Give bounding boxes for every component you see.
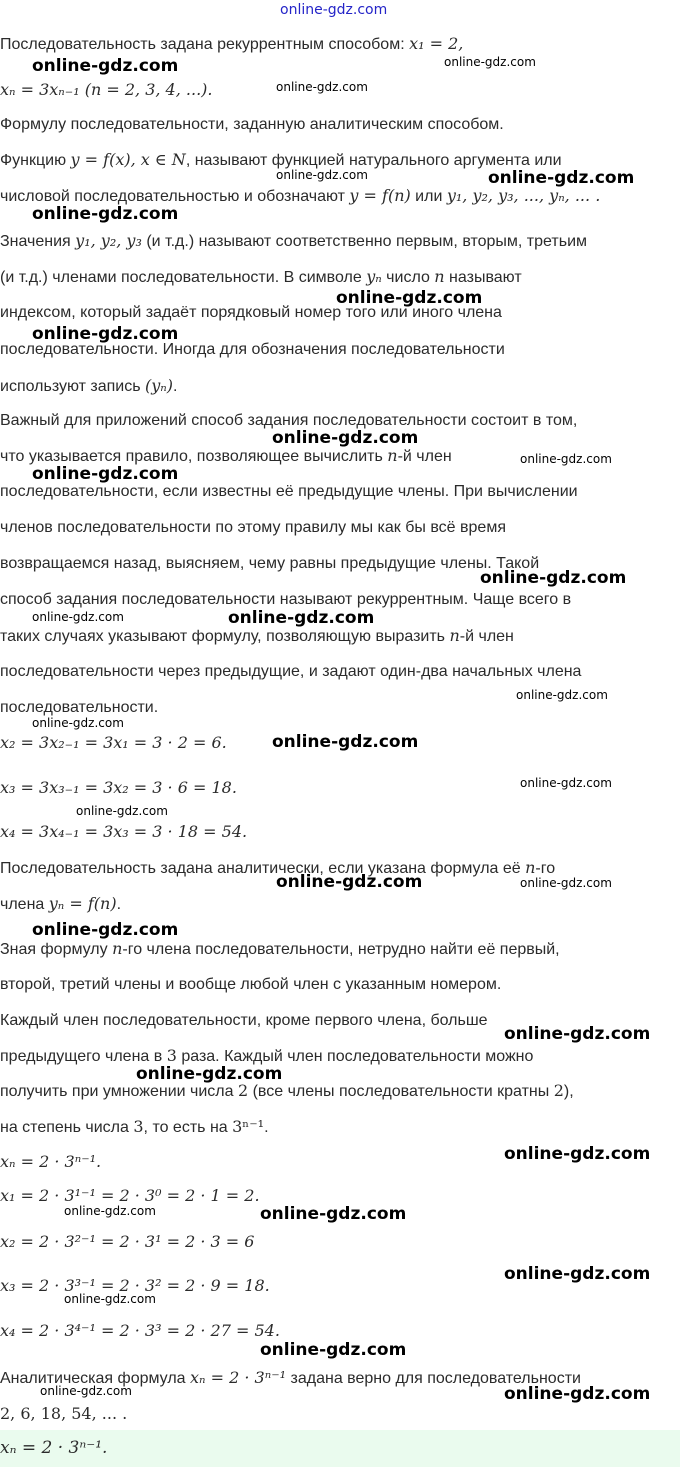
watermark: online-gdz.com (228, 608, 375, 628)
p5-line3: последовательности, если известны её предыдущие члены. При вычислении (0, 483, 578, 500)
p7-line2: второй, третий члены и вообще любой член с указанным номером. (0, 976, 502, 993)
watermark: online-gdz.com (64, 1292, 156, 1306)
watermark: online-gdz.com (32, 324, 179, 344)
watermark-top: online-gdz.com (280, 2, 388, 18)
watermark: online-gdz.com (336, 288, 483, 308)
p6-line2: члена yₙ = f(n). (0, 894, 122, 913)
p4-line4: последовательности. Иногда для обозначения последовательности (0, 341, 505, 358)
p7-line1: Зная формулу n-го члена последовательности, нетрудно найти её первый, (0, 939, 560, 958)
p3-line1: Функцию y = f(x), x ∈ N, называют функцией натурального аргумента или (0, 150, 562, 169)
p1-line1: Последовательность задана рекуррентным способом: x₁ = 2, (0, 34, 464, 53)
p8-line3: получить при умножении числа 2 (все члены последовательности кратны 2), (0, 1081, 574, 1100)
watermark: online-gdz.com (480, 568, 627, 588)
p4-line3: индексом, который задаёт порядковый номер того или иного члена (0, 304, 502, 321)
p9-line2: 2, 6, 18, 54, ... . (0, 1404, 128, 1423)
watermark: online-gdz.com (504, 1144, 651, 1164)
answer-formula: xₙ = 2 · 3ⁿ⁻¹. (0, 1438, 108, 1458)
watermark: online-gdz.com (276, 872, 423, 892)
p8-line1: Каждый член последовательности, кроме первого члена, больше (0, 1012, 488, 1029)
watermark: online-gdz.com (32, 464, 179, 484)
watermark: online-gdz.com (32, 610, 124, 624)
watermark: online-gdz.com (32, 716, 124, 730)
watermark: online-gdz.com (504, 1264, 651, 1284)
watermark: online-gdz.com (272, 732, 419, 752)
calc2-x3: x₃ = 2 · 3³⁻¹ = 2 · 3² = 2 · 9 = 18. (0, 1276, 270, 1295)
p1-line2: xₙ = 3xₙ₋₁ (n = 2, 3, 4, ...). (0, 80, 213, 99)
watermark: online-gdz.com (504, 1024, 651, 1044)
p4-line2: (и т.д.) членами последовательности. В символе yₙ число n называют (0, 267, 522, 286)
p3-line2: числовой последовательностью и обозначают y = f(n) или y₁, y₂, y₃, ..., yₙ, ... . (0, 186, 601, 205)
p5-line5: возвращаемся назад, выясняем, чему равны предыдущие члены. Такой (0, 555, 540, 572)
watermark: online-gdz.com (276, 80, 368, 94)
calc2-x4: x₄ = 2 · 3⁴⁻¹ = 2 · 3³ = 2 · 27 = 54. (0, 1321, 280, 1340)
p8-line2: предыдущего члена в 3 раза. Каждый член последовательности можно (0, 1046, 534, 1065)
calc2-x2: x₂ = 2 · 3²⁻¹ = 2 · 3¹ = 2 · 3 = 6 (0, 1232, 255, 1251)
watermark: online-gdz.com (488, 168, 635, 188)
calc1-x3: x₃ = 3x₃₋₁ = 3x₂ = 3 · 6 = 18. (0, 778, 237, 797)
p8-line4: на степень числа 3, то есть на 3ⁿ⁻¹. (0, 1117, 269, 1136)
watermark: online-gdz.com (276, 168, 368, 182)
p6-line1: Последовательность задана аналитически, если указана формула её n-го (0, 858, 556, 877)
p5-line6: способ задания последовательности называют рекуррентным. Чаще всего в (0, 591, 572, 608)
p5-line1: Важный для приложений способ задания последовательности состоит в том, (0, 412, 578, 429)
watermark: online-gdz.com (272, 428, 419, 448)
p9-line1: Аналитическая формула xₙ = 2 · 3ⁿ⁻¹ задана верно для последовательности (0, 1368, 581, 1387)
calc1-x4: x₄ = 3x₄₋₁ = 3x₃ = 3 · 18 = 54. (0, 822, 248, 841)
watermark: online-gdz.com (64, 1204, 156, 1218)
p5-line9: последовательности. (0, 699, 159, 716)
watermark: online-gdz.com (520, 776, 612, 790)
watermark: online-gdz.com (520, 876, 612, 890)
p2-line: Формулу последовательности, заданную аналитическим способом. (0, 116, 504, 133)
p5-line8: последовательности через предыдущие, и задают один-два начальных члена (0, 663, 582, 680)
calc1-x2: x₂ = 3x₂₋₁ = 3x₁ = 3 · 2 = 6. (0, 733, 227, 752)
watermark: online-gdz.com (444, 55, 536, 69)
watermark: online-gdz.com (504, 1384, 651, 1404)
p5-line4: членов последовательности по этому правилу мы как бы всё время (0, 519, 506, 536)
watermark: online-gdz.com (32, 920, 179, 940)
calc2-x1: x₁ = 2 · 3¹⁻¹ = 2 · 3⁰ = 2 · 1 = 2. (0, 1186, 260, 1205)
watermark: online-gdz.com (40, 1384, 132, 1398)
p4-line1: Значения y₁, y₂, y₃ (и т.д.) называют соответственно первым, вторым, третьим (0, 231, 587, 250)
watermark: online-gdz.com (516, 688, 608, 702)
p4-line5: используют запись (yₙ). (0, 376, 178, 395)
watermark: online-gdz.com (32, 56, 179, 76)
watermark: online-gdz.com (32, 204, 179, 224)
p5-line2: что указывается правило, позволяющее вычислить n-й член (0, 446, 452, 465)
watermark: online-gdz.com (260, 1340, 407, 1360)
watermark: online-gdz.com (520, 452, 612, 466)
p5-line7: таких случаях указывают формулу, позволяющую выразить n-й член (0, 626, 514, 645)
watermark: online-gdz.com (260, 1204, 407, 1224)
formula-xn: xₙ = 2 · 3ⁿ⁻¹. (0, 1152, 102, 1171)
watermark: online-gdz.com (76, 804, 168, 818)
watermark: online-gdz.com (136, 1064, 283, 1084)
